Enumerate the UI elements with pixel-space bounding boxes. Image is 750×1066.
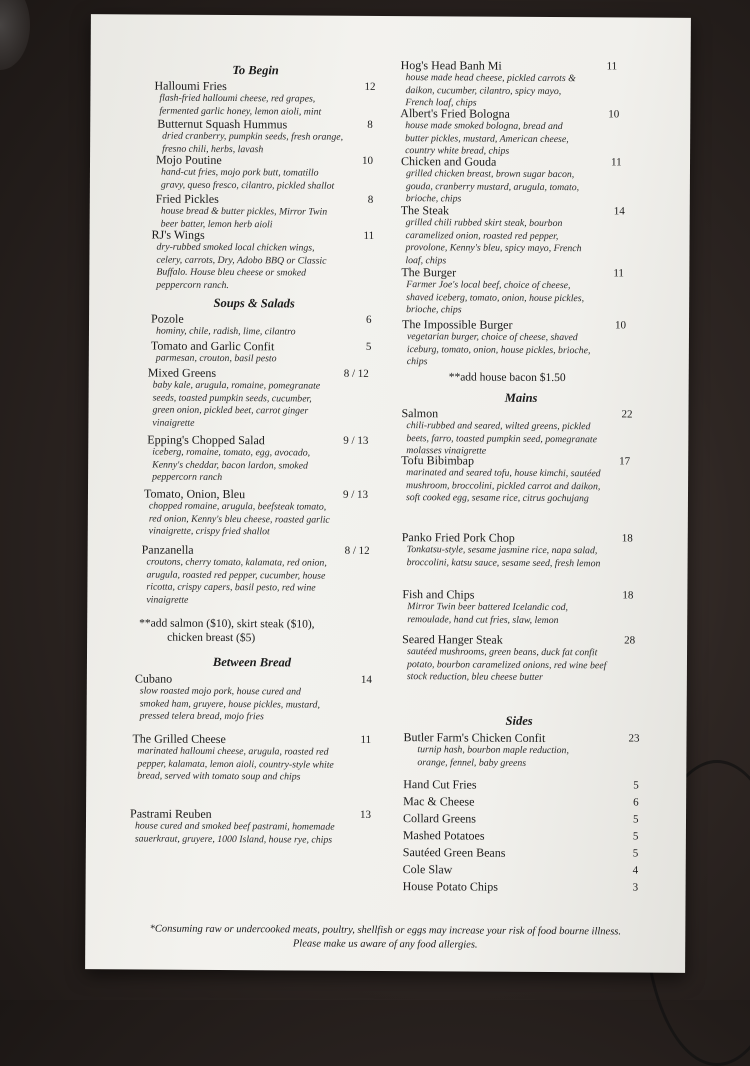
salad-addon-line-1: **add salmon ($10), skirt steak ($10), bbox=[139, 617, 315, 631]
item-price: 28 bbox=[624, 634, 636, 647]
menu-item-pastrami-reuben bbox=[129, 806, 372, 846]
item-price: 18 bbox=[622, 589, 634, 602]
item-name: The Steak bbox=[400, 203, 450, 218]
item-name: Mac & Cheese bbox=[403, 794, 475, 809]
item-name: Hog's Head Banh Mi bbox=[400, 58, 502, 73]
item-name: The Impossible Burger bbox=[401, 317, 513, 332]
menu-left-column bbox=[129, 14, 381, 846]
item-name: Fish and Chips bbox=[402, 587, 475, 602]
item-name: Chicken and Gouda bbox=[400, 154, 497, 169]
item-price: 5 bbox=[365, 340, 372, 353]
menu-item-chicken-gouda bbox=[400, 154, 622, 207]
item-price: 5 bbox=[632, 847, 639, 860]
item-name: Salmon bbox=[401, 406, 439, 421]
item-description: house bread & butter pickles, Mirror Twin beer batter, lemon herb aioli bbox=[160, 205, 328, 230]
item-description: house cured and smoked beef pastrami, homemade sauerkraut, gruyere, 1000 Island, house rye, chips bbox=[134, 820, 335, 846]
item-description: hand-cut fries, mojo pork butt, tomatillo gravy, queso fresco, cilantro, pickled shallot bbox=[160, 166, 335, 192]
menu-item-mashed-potatoes bbox=[402, 828, 639, 843]
item-price: 4 bbox=[632, 864, 639, 877]
item-name: Mixed Greens bbox=[147, 365, 217, 380]
item-price: 23 bbox=[628, 732, 640, 745]
item-name: The Burger bbox=[401, 265, 457, 280]
menu-item-tomato-garlic-confit bbox=[150, 338, 372, 367]
menu-item-hand-cut-fries bbox=[403, 777, 639, 792]
menu-item-grilled-cheese bbox=[132, 731, 372, 784]
item-description: Tonkatsu-style, sesame jasmine rice, napa salad, broccolini, katsu sauce, sesame seed, fresh lemon bbox=[406, 544, 601, 569]
menu-item-the-burger bbox=[401, 265, 624, 318]
item-name: Mashed Potatoes bbox=[402, 828, 485, 843]
salad-addon-line-2: chicken breast ($5) bbox=[167, 631, 256, 645]
item-name: Seared Hanger Steak bbox=[402, 632, 503, 647]
item-name: Tomato, Onion, Bleu bbox=[143, 486, 246, 502]
item-price: 11 bbox=[606, 60, 618, 73]
disclaimer-line-1: *Consuming raw or undercooked meats, poultry, shellfish or eggs may increase your risk of food bourne illness. bbox=[149, 923, 622, 938]
menu-item-pork-chop bbox=[401, 530, 633, 570]
menu-item-fish-and-chips bbox=[402, 587, 634, 627]
item-price: 14 bbox=[360, 673, 372, 686]
item-price: 5 bbox=[632, 830, 639, 843]
item-description: marinated and seared tofu, house kimchi, sautéed mushroom, broccolini, pickled carrot and daikon, soft cooked egg, sesame rice, citrus gochujang bbox=[405, 467, 601, 505]
item-description: sautéed mushrooms, green beans, duck fat confit potato, bourbon caramelized onions, red wine beef stock reduction, bleu cheese butter bbox=[406, 646, 607, 684]
menu-right-column bbox=[396, 16, 651, 894]
item-name: Panzanella bbox=[141, 542, 194, 557]
menu-item-the-steak bbox=[400, 203, 625, 269]
menu-item-fried-bologna bbox=[400, 106, 620, 159]
menu-item-salmon bbox=[401, 406, 633, 459]
item-description: dry-rubbed smoked local chicken wings, celery, carrots, Dry, Adobo BBQ or Classic Buffalo. House bleu cheese or smoked peppercorn ranch. bbox=[156, 241, 327, 291]
menu-item-pozole bbox=[151, 311, 372, 340]
menu-item-collard-greens bbox=[402, 811, 639, 826]
item-name: Tofu Bibimbap bbox=[401, 453, 475, 468]
food-safety-disclaimer bbox=[85, 922, 685, 954]
item-description: chili-rubbed and seared, wilted greens, pickled beets, farro, toasted pumpkin seed, pomegranate molasses vinaigrette bbox=[406, 420, 598, 457]
item-price: 9 / 13 bbox=[342, 488, 369, 501]
item-name: Fried Pickles bbox=[155, 191, 219, 206]
section-title-between-bread: Between Bread bbox=[212, 654, 292, 670]
item-price: 13 bbox=[359, 808, 372, 821]
menu-item-green-beans bbox=[402, 845, 639, 860]
item-price: 10 bbox=[608, 108, 620, 121]
menu-item-cubano bbox=[134, 671, 372, 724]
item-description: house made head cheese, pickled carrots & daikon, cucumber, cilantro, spicy mayo, French loaf, chips bbox=[405, 72, 576, 109]
section-title-soups-salads: Soups & Salads bbox=[213, 295, 295, 311]
item-name: Butler Farm's Chicken Confit bbox=[403, 730, 546, 745]
item-price: 8 bbox=[367, 118, 373, 131]
item-description: house made smoked bologna, bread and butter pickles, mustard, American cheese, country white bread, chips bbox=[405, 120, 569, 157]
menu-item-tomato-onion-bleu bbox=[143, 486, 369, 540]
item-price: 5 bbox=[633, 779, 639, 792]
menu-paper bbox=[85, 14, 691, 973]
disclaimer-line-2: Please make us aware of any food allergies. bbox=[292, 938, 478, 951]
item-description: dried cranberry, pumpkin seeds, fresh orange, fresno chili, herbs, lavash bbox=[162, 130, 344, 155]
item-price: 11 bbox=[363, 229, 375, 242]
item-name: Mojo Poutine bbox=[155, 152, 222, 167]
menu-item-butternut-squash-hummus bbox=[157, 116, 373, 157]
item-description: slow roasted mojo pork, house cured and smoked ham, gruyere, house pickles, mustard, pressed telera bread, mojo fries bbox=[139, 685, 320, 723]
item-name: Cole Slaw bbox=[402, 862, 453, 877]
item-price: 5 bbox=[632, 813, 639, 826]
item-price: 10 bbox=[361, 154, 374, 167]
item-price: 9 / 13 bbox=[343, 434, 369, 447]
item-description: chopped romaine, arugula, beefsteak tomato, red onion, Kenny's bleu cheese, roasted garlic vinaigrette, crispy fried shallot bbox=[148, 500, 330, 538]
item-description: vegetarian burger, choice of cheese, shaved iceburg, tomato, onion, house pickles, brioche, chips bbox=[406, 331, 591, 368]
burger-addon-note: **add house bacon $1.50 bbox=[448, 371, 566, 385]
item-description: parmesan, crouton, basil pesto bbox=[155, 352, 277, 365]
item-price: 6 bbox=[633, 796, 639, 809]
item-name: The Grilled Cheese bbox=[132, 731, 226, 747]
item-price: 8 / 12 bbox=[343, 367, 369, 380]
item-description: Farmer Joe's local beef, choice of cheese, shaved iceberg, tomato, onion, house pickles, brioche, chips bbox=[406, 279, 585, 316]
menu-item-cole-slaw bbox=[402, 862, 639, 877]
item-name: Albert's Fried Bologna bbox=[400, 106, 510, 121]
item-price: 17 bbox=[619, 455, 631, 468]
item-price: 12 bbox=[364, 80, 376, 93]
item-price: 8 / 12 bbox=[344, 544, 370, 557]
item-name: Tomato and Garlic Confit bbox=[150, 338, 275, 354]
section-title-mains: Mains bbox=[504, 390, 538, 405]
item-price: 18 bbox=[621, 532, 633, 545]
item-description: baby kale, arugula, romaine, pomegranate seeds, toasted pumpkin seeds, cucumber, green onion, pickled beet, carrot ginger vinaigrette bbox=[152, 379, 321, 429]
menu-item-panzanella bbox=[141, 542, 370, 608]
menu-item-potato-chips bbox=[402, 879, 639, 894]
item-price: 6 bbox=[366, 313, 372, 326]
item-price: 10 bbox=[614, 319, 627, 332]
item-price: 8 bbox=[367, 193, 374, 206]
section-title-sides: Sides bbox=[505, 713, 533, 728]
item-description: Mirror Twin beer battered Icelandic cod, remoulade, hand cut fries, slaw, lemon bbox=[407, 601, 569, 626]
menu-item-chicken-confit bbox=[403, 730, 640, 770]
item-description: grilled chili rubbed skirt steak, bourbon caramelized onion, roasted red pepper, provolone, Kenny's bleu, spicy mayo, French loaf, chips bbox=[405, 217, 582, 267]
item-description: hominy, chile, radish, lime, cilantro bbox=[155, 325, 296, 338]
item-price: 3 bbox=[632, 881, 639, 894]
item-name: Cubano bbox=[134, 671, 173, 686]
menu-item-fried-pickles bbox=[155, 191, 374, 232]
item-name: Collard Greens bbox=[402, 811, 477, 826]
item-price: 22 bbox=[621, 408, 633, 421]
item-price: 14 bbox=[613, 205, 625, 218]
menu-item-mixed-greens bbox=[147, 365, 369, 431]
item-name: Butternut Squash Hummus bbox=[157, 116, 288, 132]
item-name: Pozole bbox=[151, 311, 184, 326]
menu-item-impossible-burger bbox=[401, 317, 627, 370]
item-name: Epping's Chopped Salad bbox=[147, 432, 265, 448]
item-name: Panko Fried Pork Chop bbox=[401, 530, 515, 545]
menu-item-tofu-bibimbap bbox=[401, 453, 631, 506]
menu-item-hanger-steak bbox=[402, 632, 636, 685]
item-description: iceberg, romaine, tomato, egg, avocado, Kenny's cheddar, bacon lardon, smoked peppercorn ranch bbox=[152, 446, 311, 484]
item-name: Hand Cut Fries bbox=[403, 777, 477, 792]
menu-item-halloumi-fries bbox=[154, 78, 376, 119]
item-name: House Potato Chips bbox=[402, 879, 498, 894]
item-description: marinated halloumi cheese, arugula, roasted red pepper, kalamata, lemon aioli, country-style white bread, served with tomato soup and chips bbox=[137, 745, 334, 783]
item-description: flash-fried halloumi cheese, red grapes, fermented garlic honey, lemon aioli, mint bbox=[159, 92, 322, 118]
item-description: turnip hash, bourbon maple reduction, orange, fennel, baby greens bbox=[417, 744, 569, 769]
item-name: Sautéed Green Beans bbox=[402, 845, 506, 860]
item-price: 11 bbox=[360, 733, 372, 746]
item-name: Pastrami Reuben bbox=[129, 806, 212, 821]
item-name: RJ's Wings bbox=[151, 227, 205, 242]
wine-glass-edge bbox=[0, 0, 30, 70]
section-title-to-begin: To Begin bbox=[232, 63, 279, 78]
menu-item-banh-mi bbox=[400, 58, 618, 111]
menu-item-rjs-wings bbox=[151, 227, 375, 294]
item-price: 11 bbox=[610, 156, 622, 169]
menu-item-mojo-poutine bbox=[155, 152, 374, 193]
item-name: Halloumi Fries bbox=[154, 78, 227, 94]
menu-item-eppings-chopped-salad bbox=[147, 432, 369, 486]
menu-item-mac-and-cheese bbox=[403, 794, 639, 809]
item-description: grilled chicken breast, brown sugar bacon, gouda, cranberry mustard, arugula, tomato, brioche, chips bbox=[405, 168, 580, 205]
item-description: croutons, cherry tomato, kalamata, red onion, arugula, roasted red pepper, cucumber, house ricotta, crispy capers, basil pesto, red wine vinaigrette bbox=[146, 556, 327, 606]
item-price: 11 bbox=[613, 267, 624, 280]
